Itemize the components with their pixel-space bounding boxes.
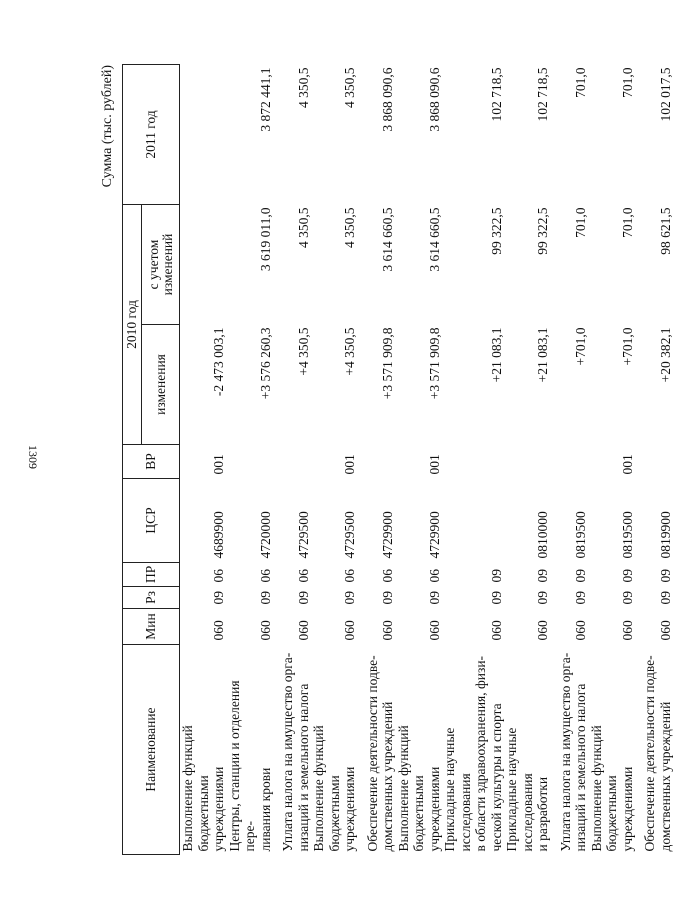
- row-2011-cell: 4 350,5: [295, 67, 311, 108]
- row-rz-cell: 09: [380, 591, 396, 605]
- header-vr: ВР: [123, 445, 180, 479]
- row-vr-cell: [551, 445, 589, 479]
- row-with-changes-cell: 3 619 011,0: [257, 207, 273, 272]
- table-body: [180, 65, 674, 855]
- table-row: [311, 65, 358, 855]
- row-2011-cell: 3 868 090,6: [380, 67, 396, 132]
- amount-caption: Сумма (тыс. рублей): [100, 65, 115, 188]
- row-rz-cell: 09: [342, 591, 358, 605]
- row-2011-cell: [180, 65, 227, 205]
- row-pr-cell: 06: [342, 569, 358, 583]
- row-2011-cell: 3 868 090,6: [426, 67, 442, 132]
- row-vr-cell: 001: [342, 454, 358, 475]
- row-pr-cell: 09: [620, 569, 635, 583]
- row-pr-cell: 06: [257, 569, 273, 583]
- row-pr-cell: 06: [295, 569, 311, 583]
- table-row: [551, 65, 589, 855]
- page-number: 1309: [26, 445, 40, 469]
- row-pr-cell: 09: [535, 569, 551, 583]
- row-vr-cell: [636, 445, 674, 479]
- row-name-cell: Обеспечение деятельности подве- домственных учреждений: [364, 655, 396, 852]
- row-changes-cell: +4 350,5: [295, 327, 311, 376]
- header-min: Мин: [123, 609, 180, 645]
- table-row: [396, 65, 443, 855]
- row-pr-cell: 06: [211, 569, 227, 583]
- row-min-cell: 060: [658, 620, 673, 641]
- row-2011-cell: 102 718,5: [535, 67, 551, 122]
- row-csr-cell: 0819900: [658, 511, 673, 559]
- row-name-cell: Прикладные научные исследования и разработки: [504, 727, 551, 852]
- row-changes-cell: +3 571 909,8: [380, 327, 396, 400]
- row-csr-cell: 4720000: [257, 511, 273, 559]
- row-changes-cell: +4 350,5: [342, 327, 358, 376]
- row-min-cell: 060: [535, 620, 551, 641]
- header-rz: Рз: [123, 587, 180, 609]
- row-changes-cell: +21 083,1: [488, 327, 504, 383]
- header-with-changes: с учетом изменений: [142, 205, 180, 325]
- row-pr-cell: 09: [573, 569, 589, 583]
- row-changes-cell: +701,0: [573, 327, 589, 366]
- row-csr-cell: 0819500: [573, 511, 589, 559]
- row-vr-cell: [442, 445, 504, 479]
- header-name: Наименование: [123, 645, 180, 855]
- row-csr-cell: 0819500: [620, 511, 635, 559]
- table-row: [636, 65, 674, 855]
- row-min-cell: 060: [342, 620, 358, 641]
- row-rz-cell: 09: [295, 591, 311, 605]
- row-vr-cell: [358, 445, 396, 479]
- header-changes: изменения: [142, 325, 180, 445]
- row-vr-cell: 001: [211, 454, 227, 475]
- row-name-cell: Прикладные научные исследования в области здравоохранения, физи- ческой культуры и спорта: [442, 655, 504, 852]
- row-changes-cell: +3 576 260,3: [257, 327, 273, 400]
- row-min-cell: 060: [426, 620, 442, 641]
- row-csr-cell: 0810000: [535, 511, 551, 559]
- row-with-changes-cell: 3 614 660,5: [426, 207, 442, 272]
- row-pr-cell: 09: [658, 569, 673, 583]
- row-name-cell: Выполнение функций бюджетными учреждениями: [180, 725, 227, 852]
- row-vr-cell: [273, 445, 311, 479]
- row-csr-cell: [442, 479, 504, 563]
- row-csr-cell: 4689900: [211, 511, 227, 559]
- row-changes-cell: +20 382,1: [658, 327, 673, 383]
- row-with-changes-cell: 3 614 660,5: [380, 207, 396, 272]
- row-min-cell: 060: [573, 620, 589, 641]
- row-with-changes-cell: 99 322,5: [488, 207, 504, 255]
- row-2011-cell: 102 718,5: [488, 67, 504, 122]
- row-name-cell: Уплата налога на имущество орга- низаций и земельного налога: [280, 652, 311, 852]
- row-pr-cell: 06: [426, 569, 442, 583]
- row-rz-cell: 09: [426, 591, 442, 605]
- row-with-changes-cell: 4 350,5: [342, 207, 358, 248]
- row-csr-cell: 4729900: [426, 511, 442, 559]
- row-rz-cell: 09: [620, 591, 635, 605]
- row-rz-cell: 09: [658, 591, 673, 605]
- row-rz-cell: 09: [211, 591, 227, 605]
- row-vr-cell: [504, 445, 551, 479]
- row-rz-cell: 09: [573, 591, 589, 605]
- row-vr-cell: [227, 445, 274, 479]
- header-pr: ПР: [123, 563, 180, 587]
- row-rz-cell: 09: [257, 591, 273, 605]
- row-changes-cell: +3 571 909,8: [426, 327, 442, 400]
- row-min-cell: 060: [620, 620, 635, 641]
- row-min-cell: 060: [211, 620, 227, 641]
- row-name-cell: Выполнение функций бюджетными учреждениями: [395, 725, 442, 852]
- row-name-cell: Выполнение функций бюджетными учреждениями: [311, 725, 358, 852]
- row-csr-cell: 4729500: [342, 511, 358, 559]
- table-row: [180, 65, 227, 855]
- header-year-2010: 2010 год: [123, 205, 142, 445]
- row-rz-cell: 09: [535, 591, 551, 605]
- row-min-cell: 060: [257, 620, 273, 641]
- table-row: [504, 65, 551, 855]
- row-rz-cell: 09: [488, 591, 504, 605]
- table-row: [358, 65, 396, 855]
- table-row: [227, 65, 274, 855]
- row-name-cell: Выполнение функций бюджетными учреждениями: [588, 725, 635, 852]
- table-row: [589, 65, 636, 855]
- row-with-changes-cell: 99 322,5: [535, 207, 551, 255]
- row-2011-cell: 102 017,5: [658, 67, 673, 122]
- header-year-2011: 2011 год: [123, 65, 180, 205]
- row-name-cell: Обеспечение деятельности подве- домственных учреждений: [642, 655, 673, 852]
- row-csr-cell: 4729900: [380, 511, 396, 559]
- row-min-cell: 060: [380, 620, 396, 641]
- table-header: [123, 65, 180, 855]
- budget-table: [122, 64, 674, 855]
- row-min-cell: 060: [488, 620, 504, 641]
- row-name-cell: Уплата налога на имущество орга- низаций и земельного налога: [557, 652, 589, 852]
- row-with-changes-cell: 98 621,5: [658, 207, 673, 255]
- row-2011-cell: 701,0: [620, 67, 635, 98]
- row-changes-cell: +21 083,1: [535, 327, 551, 383]
- row-2011-cell: 3 872 441,1: [257, 67, 273, 132]
- row-pr-cell: 06: [380, 569, 396, 583]
- table-row: [442, 65, 504, 855]
- table-row: [273, 65, 311, 855]
- row-csr-cell: 4729500: [295, 511, 311, 559]
- row-changes-cell: +701,0: [620, 327, 635, 366]
- row-vr-cell: 001: [426, 454, 442, 475]
- row-vr-cell: 001: [620, 454, 635, 475]
- row-min-cell: 060: [295, 620, 311, 641]
- row-with-changes-cell: 701,0: [573, 207, 589, 238]
- row-with-changes-cell: [180, 205, 227, 325]
- row-name-cell: Центры, станции и отделения пере- ливания крови: [226, 680, 273, 852]
- header-csr: ЦСР: [123, 479, 180, 563]
- row-2011-cell: 4 350,5: [342, 67, 358, 108]
- row-with-changes-cell: 701,0: [620, 207, 635, 238]
- row-pr-cell: 09: [488, 569, 504, 583]
- row-changes-cell: -2 473 003,1: [211, 327, 227, 397]
- row-2011-cell: 701,0: [573, 67, 589, 98]
- row-with-changes-cell: 4 350,5: [295, 207, 311, 248]
- rotated-sheet: [100, 65, 673, 855]
